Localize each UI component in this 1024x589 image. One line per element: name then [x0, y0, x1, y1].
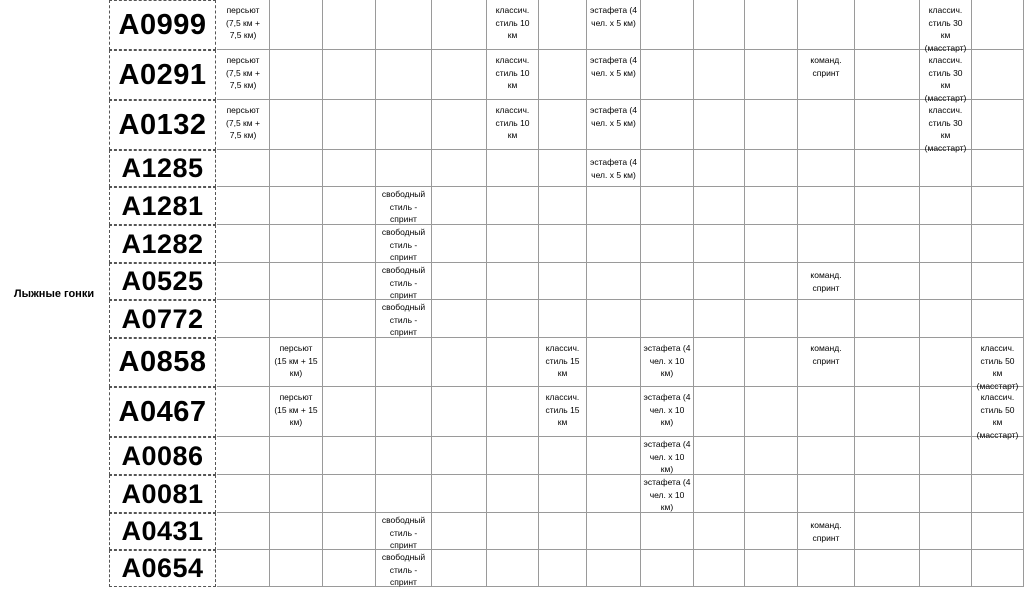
- table-cell: [972, 0, 1024, 50]
- table-cell: [587, 300, 641, 338]
- bib-code: A1282: [109, 225, 216, 263]
- table-cell: [323, 437, 376, 475]
- table-cell: [694, 550, 745, 587]
- event-label: команд. спринт: [810, 270, 842, 293]
- table-cell: [972, 100, 1024, 150]
- table-cell: [745, 338, 798, 387]
- table-cell: [432, 0, 487, 50]
- table-cell: [920, 387, 972, 437]
- event-label: свободный стиль - спринт: [381, 302, 426, 337]
- bib-code: A0525: [109, 263, 216, 300]
- table-cell: [487, 387, 539, 437]
- table-cell: [323, 338, 376, 387]
- table-cell: [798, 550, 855, 587]
- table-cell: [855, 50, 920, 100]
- table-cell: [487, 225, 539, 263]
- table-cell: [641, 513, 694, 550]
- event-label: команд. спринт: [810, 520, 842, 543]
- table-cell: [694, 263, 745, 300]
- table-cell: [855, 387, 920, 437]
- table-cell: [539, 550, 587, 587]
- event-label: команд. спринт: [810, 55, 842, 78]
- bib-code: A0086: [109, 437, 216, 475]
- table-cell: [745, 437, 798, 475]
- table-cell: [432, 550, 487, 587]
- table-cell: [432, 513, 487, 550]
- table-cell: [745, 225, 798, 263]
- table-cell: [694, 300, 745, 338]
- table-cell: [920, 300, 972, 338]
- table-cell: [920, 187, 972, 225]
- table-cell: [376, 475, 432, 513]
- bib-code: A0999: [109, 0, 216, 50]
- bib-code: A1285: [109, 150, 216, 187]
- table-cell: [432, 225, 487, 263]
- table-cell: [376, 338, 432, 387]
- table-cell: [694, 475, 745, 513]
- event-label: эстафета (4 чел. х 5 км): [590, 55, 637, 78]
- table-cell: [694, 50, 745, 100]
- event-label: классич. стиль 15 км: [545, 343, 580, 378]
- table-cell: [539, 300, 587, 338]
- event-label: классич. стиль 10 км: [495, 55, 530, 90]
- table-cell: [641, 150, 694, 187]
- event-label: классич. стиль 30 км (масстарт): [924, 5, 967, 53]
- table-cell: [539, 263, 587, 300]
- event-label: классич. стиль 10 км: [495, 105, 530, 140]
- table-cell: [920, 338, 972, 387]
- event-label: эстафета (4 чел. х 5 км): [590, 157, 637, 180]
- table-cell: [432, 475, 487, 513]
- table-cell: [487, 263, 539, 300]
- table-cell: [539, 187, 587, 225]
- event-label: персьют (7,5 км + 7,5 км): [226, 5, 260, 40]
- table-cell: [539, 0, 587, 50]
- table-cell: [694, 100, 745, 150]
- table-cell: [217, 263, 270, 300]
- table-cell: [798, 475, 855, 513]
- table-cell: [920, 150, 972, 187]
- event-label: персьют (7,5 км + 7,5 км): [226, 55, 260, 90]
- event-label: персьют (15 км + 15 км): [274, 392, 318, 427]
- table-cell: [376, 437, 432, 475]
- table-cell: [798, 437, 855, 475]
- table-cell: [972, 475, 1024, 513]
- table-cell: [376, 100, 432, 150]
- table-cell: [587, 263, 641, 300]
- table-cell: [798, 387, 855, 437]
- table-cell: [855, 513, 920, 550]
- table-cell: [323, 0, 376, 50]
- table-cell: [539, 225, 587, 263]
- table-cell: [641, 550, 694, 587]
- table-cell: [376, 387, 432, 437]
- event-label: эстафета (4 чел. х 10 км): [643, 343, 691, 378]
- table-cell: [587, 437, 641, 475]
- table-cell: [745, 100, 798, 150]
- table-cell: [694, 0, 745, 50]
- table-cell: [487, 187, 539, 225]
- table-cell: [798, 150, 855, 187]
- table-cell: [487, 150, 539, 187]
- table-cell: [641, 100, 694, 150]
- bib-code: A0772: [109, 300, 216, 338]
- event-label: классич. стиль 10 км: [495, 5, 530, 40]
- table-cell: [270, 550, 323, 587]
- table-cell: [920, 225, 972, 263]
- table-cell: [855, 0, 920, 50]
- event-label: классич. стиль 30 км (масстарт): [924, 105, 967, 153]
- table-cell: [217, 300, 270, 338]
- bib-code: A0081: [109, 475, 216, 513]
- table-cell: [920, 263, 972, 300]
- table-cell: [745, 513, 798, 550]
- table-cell: [745, 263, 798, 300]
- table-cell: [587, 513, 641, 550]
- table-cell: [270, 437, 323, 475]
- table-cell: [587, 475, 641, 513]
- bib-code: A0132: [109, 100, 216, 150]
- table-cell: [539, 513, 587, 550]
- sport-label: Лыжные гонки: [13, 287, 95, 300]
- table-cell: [972, 437, 1024, 475]
- table-cell: [270, 225, 323, 263]
- table-cell: [855, 187, 920, 225]
- table-cell: [217, 437, 270, 475]
- table-cell: [270, 150, 323, 187]
- table-cell: [323, 225, 376, 263]
- table-cell: [539, 475, 587, 513]
- table-cell: [920, 513, 972, 550]
- event-label: эстафета (4 чел. х 5 км): [590, 5, 637, 28]
- table-cell: [270, 513, 323, 550]
- event-label: свободный стиль - спринт: [381, 515, 426, 550]
- bib-code: A0654: [109, 550, 216, 587]
- table-cell: [270, 50, 323, 100]
- table-cell: [323, 187, 376, 225]
- table-cell: [855, 437, 920, 475]
- table-cell: [270, 187, 323, 225]
- event-label: эстафета (4 чел. х 10 км): [643, 392, 691, 427]
- bib-code: A0467: [109, 387, 216, 437]
- table-cell: [855, 550, 920, 587]
- table-cell: [694, 150, 745, 187]
- table-cell: [641, 187, 694, 225]
- table-cell: [217, 150, 270, 187]
- table-cell: [217, 387, 270, 437]
- table-cell: [270, 100, 323, 150]
- table-cell: [920, 475, 972, 513]
- table-cell: [641, 300, 694, 338]
- table-cell: [539, 100, 587, 150]
- table-cell: [587, 387, 641, 437]
- table-cell: [855, 225, 920, 263]
- table-cell: [694, 513, 745, 550]
- table-cell: [972, 150, 1024, 187]
- table-cell: [855, 338, 920, 387]
- table-cell: [587, 225, 641, 263]
- table-cell: [217, 550, 270, 587]
- table-cell: [587, 338, 641, 387]
- table-cell: [972, 263, 1024, 300]
- table-cell: [270, 300, 323, 338]
- table-cell: [798, 100, 855, 150]
- table-cell: [323, 50, 376, 100]
- table-cell: [745, 300, 798, 338]
- table-cell: [694, 187, 745, 225]
- table-cell: [745, 0, 798, 50]
- event-label: классич. стиль 30 км (масстарт): [924, 55, 967, 103]
- table-cell: [487, 300, 539, 338]
- table-cell: [587, 550, 641, 587]
- table-cell: [376, 0, 432, 50]
- table-cell: [694, 225, 745, 263]
- table-cell: [972, 550, 1024, 587]
- table-cell: [745, 50, 798, 100]
- bib-code: A0291: [109, 50, 216, 100]
- event-label: свободный стиль - спринт: [381, 227, 426, 262]
- table-cell: [487, 437, 539, 475]
- table-cell: [323, 475, 376, 513]
- table-cell: [745, 187, 798, 225]
- table-cell: [432, 338, 487, 387]
- table-cell: [855, 475, 920, 513]
- event-label: классич. стиль 50 км (масстарт): [976, 343, 1019, 391]
- table-cell: [920, 550, 972, 587]
- table-cell: [539, 150, 587, 187]
- table-cell: [270, 263, 323, 300]
- event-label: эстафета (4 чел. х 10 км): [643, 477, 691, 512]
- table-cell: [323, 150, 376, 187]
- table-cell: [641, 263, 694, 300]
- table-cell: [432, 100, 487, 150]
- table-cell: [487, 513, 539, 550]
- event-label: персьют (7,5 км + 7,5 км): [226, 105, 260, 140]
- table-cell: [641, 225, 694, 263]
- table-cell: [641, 0, 694, 50]
- event-label: эстафета (4 чел. х 10 км): [643, 439, 691, 474]
- table-cell: [972, 513, 1024, 550]
- table-cell: [432, 387, 487, 437]
- table-cell: [270, 0, 323, 50]
- table-cell: [694, 387, 745, 437]
- table-cell: [972, 225, 1024, 263]
- table-cell: [217, 475, 270, 513]
- table-cell: [217, 225, 270, 263]
- table-cell: [972, 50, 1024, 100]
- table-cell: [920, 437, 972, 475]
- event-label: эстафета (4 чел. х 5 км): [590, 105, 637, 128]
- bib-code: A0858: [109, 338, 216, 387]
- table-cell: [323, 387, 376, 437]
- table-cell: [745, 475, 798, 513]
- table-cell: [217, 338, 270, 387]
- table-cell: [323, 300, 376, 338]
- table-cell: [587, 187, 641, 225]
- event-label: персьют (15 км + 15 км): [274, 343, 318, 378]
- table-cell: [855, 263, 920, 300]
- table-cell: [487, 338, 539, 387]
- table-cell: [376, 150, 432, 187]
- table-cell: [855, 100, 920, 150]
- table-cell: [432, 437, 487, 475]
- table-cell: [487, 550, 539, 587]
- event-label: команд. спринт: [810, 343, 842, 366]
- table-cell: [798, 300, 855, 338]
- bib-code: A0431: [109, 513, 216, 550]
- table-cell: [745, 387, 798, 437]
- table-cell: [641, 50, 694, 100]
- table-cell: [432, 50, 487, 100]
- table-cell: [376, 50, 432, 100]
- table-cell: [694, 437, 745, 475]
- table-cell: [487, 475, 539, 513]
- table-cell: [745, 150, 798, 187]
- table-cell: [432, 150, 487, 187]
- table-cell: [217, 513, 270, 550]
- table-cell: [323, 263, 376, 300]
- table-cell: [798, 187, 855, 225]
- event-label: классич. стиль 50 км (масстарт): [976, 392, 1019, 440]
- table-cell: [432, 263, 487, 300]
- table-cell: [432, 300, 487, 338]
- event-label: свободный стиль - спринт: [381, 265, 426, 300]
- table-cell: [323, 513, 376, 550]
- event-label: свободный стиль - спринт: [381, 189, 426, 224]
- table-cell: [432, 187, 487, 225]
- table-cell: [217, 187, 270, 225]
- table-cell: [972, 300, 1024, 338]
- table-cell: [855, 300, 920, 338]
- table-cell: [270, 475, 323, 513]
- table-cell: [798, 225, 855, 263]
- table-cell: [855, 150, 920, 187]
- table-cell: [323, 550, 376, 587]
- table-cell: [539, 437, 587, 475]
- table-cell: [745, 550, 798, 587]
- table-cell: [798, 0, 855, 50]
- table-cell: [972, 187, 1024, 225]
- table-cell: [694, 338, 745, 387]
- event-label: классич. стиль 15 км: [545, 392, 580, 427]
- table-cell: [539, 50, 587, 100]
- event-label: свободный стиль - спринт: [381, 552, 426, 587]
- bib-code: A1281: [109, 187, 216, 225]
- table-cell: [323, 100, 376, 150]
